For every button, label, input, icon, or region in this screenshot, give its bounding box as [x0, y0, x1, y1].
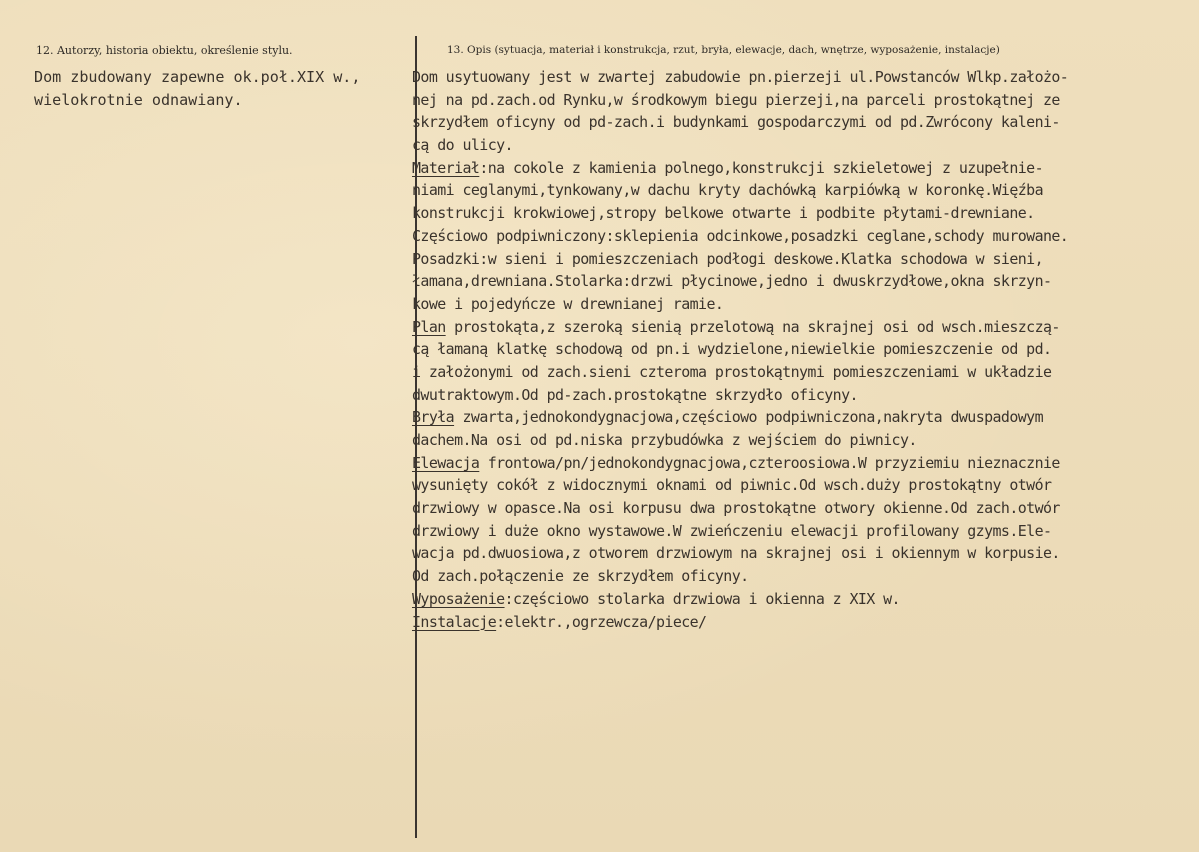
section-keyword: Materiał	[412, 158, 480, 177]
line-text: dachem.Na osi od pd.niska przybudówka z wejściem do piwnicy.	[412, 431, 917, 449]
section-13-line	[412, 520, 1198, 543]
line-text: wacja pd.dwuosiowa,z otworem drzwiowym na skrajnej osi i okiennym w korpusie.	[412, 544, 1060, 563]
line-text: konstrukcji krokwiowej,stropy belkowe otwarte i podbite płytami-drewniane.	[412, 204, 1035, 223]
line-text: frontowa/pn/jednokondygnacjowa,czteroosiowa.W przyziemiu nieznacznie	[479, 453, 1060, 472]
line-text: łamana,drewniana.Stolarka:drzwi płycinowe,jedno i dwuskrzydłowe,okna skrzyn-	[412, 272, 1052, 291]
section-13-line	[412, 406, 1198, 429]
section-12-line: Dom zbudowany zapewne ok.poł.XIX w.,	[34, 68, 361, 86]
section-13-line	[412, 565, 1198, 588]
section-13-line	[412, 66, 1198, 89]
line-text: :częściowo stolarka drzwiowa i okienna z XIX w.	[504, 589, 900, 608]
section-12-header: 12. Autorzy, historia obiektu, określenie stylu.	[36, 44, 293, 57]
section-13-line	[412, 157, 1198, 180]
section-keyword: Elewacja	[412, 453, 480, 472]
section-13-line	[412, 542, 1198, 565]
line-text: dwutraktowym.Od pd-zach.prostokątne skrzydło oficyny.	[412, 385, 858, 404]
line-text: niami ceglanymi,tynkowany,w dachu kryty dachówką karpiówką w koronkę.Więźba	[412, 181, 1043, 200]
line-text: Posadzki:w sieni i pomieszczeniach podłogi deskowe.Klatka schodowa w sieni,	[412, 249, 1043, 268]
section-13-line	[412, 134, 1198, 157]
section-keyword: Instalacje	[412, 612, 497, 631]
section-13-line	[412, 316, 1198, 339]
section-13-line	[412, 474, 1198, 497]
line-text: wysunięty cokół z widocznymi oknami od piwnic.Od wsch.duży prostokątny otwór	[412, 476, 1052, 495]
section-keyword: Plan	[412, 317, 446, 336]
section-13-header: 13. Opis (sytuacja, materiał i konstrukcja, rzut, bryła, elewacje, dach, wnętrze, wyposażenie, instalacje)	[447, 44, 1000, 56]
line-text: zwarta,jednokondygnacjowa,częściowo podpiwniczona,nakryta dwuspadowym	[454, 408, 1043, 427]
section-13-line	[412, 202, 1198, 225]
section-13-line	[412, 429, 1198, 452]
section-13-line	[412, 111, 1198, 134]
section-13-line	[412, 384, 1198, 407]
section-13-line	[412, 179, 1198, 202]
section-keyword: Wyposażenie	[412, 589, 505, 608]
section-13-line	[412, 588, 1198, 611]
section-13-line	[412, 248, 1198, 271]
line-text: cą łamaną klatkę schodową od pn.i wydzielone,niewielkie pomieszczenie od pd.	[412, 340, 1052, 359]
section-13-line	[412, 270, 1198, 293]
line-text: skrzydłem oficyny od pd-zach.i budynkami gospodarczymi od pd.Zwrócony kaleni-	[412, 113, 1060, 132]
section-13-line	[412, 361, 1198, 384]
section-13-line	[412, 497, 1198, 520]
section-13-line	[412, 89, 1198, 112]
line-text: i założonymi od zach.sieni czteroma prostokątnymi pomieszczeniami w układzie	[412, 362, 1052, 381]
section-13-line	[412, 225, 1198, 248]
line-text: drzwiowy w opasce.Na osi korpusu dwa prostokątne otwory okienne.Od zach.otwór	[412, 499, 1060, 518]
line-text: kowe i pojedyńcze w drewnianej ramie.	[412, 294, 724, 313]
section-13-line	[412, 293, 1198, 316]
line-text: :elektr.,ogrzewcza/piece/	[496, 612, 707, 631]
section-13-line	[412, 338, 1198, 361]
section-13-body	[412, 66, 1198, 633]
section-13-line	[412, 452, 1198, 475]
line-text: Od zach.połączenie ze skrzydłem oficyny.	[412, 567, 749, 586]
section-12-body	[34, 66, 409, 111]
section-12-line: wielokrotnie odnawiany.	[34, 90, 243, 109]
section-13-line	[412, 611, 1198, 634]
line-text: nej na pd.zach.od Rynku,w środkowym biegu pierzeji,na parceli prostokątnej ze	[412, 90, 1060, 109]
line-text: Dom usytuowany jest w zwartej zabudowie pn.pierzeji ul.Powstanców Wlkp.założo-	[412, 68, 1069, 86]
section-keyword: Bryła	[412, 408, 455, 427]
line-text: Częściowo podpiwniczony:sklepienia odcinkowe,posadzki ceglane,schody murowane.	[412, 226, 1069, 245]
line-text: cą do ulicy.	[412, 136, 513, 155]
line-text: drzwiowy i duże okno wystawowe.W zwieńczeniu elewacji profilowany gzyms.Ele-	[412, 521, 1052, 540]
line-text: :na cokole z kamienia polnego,konstrukcji szkieletowej z uzupełnie-	[479, 158, 1043, 177]
line-text: prostokąta,z szeroką sienią przelotową na skrajnej osi od wsch.mieszczą-	[445, 317, 1060, 336]
